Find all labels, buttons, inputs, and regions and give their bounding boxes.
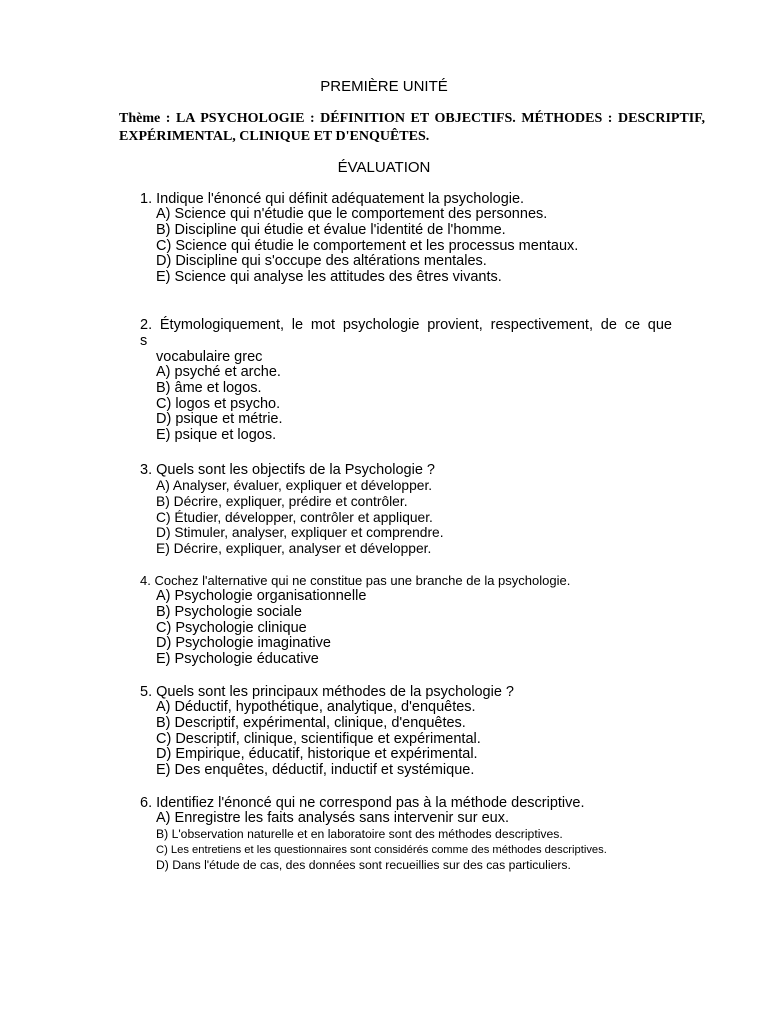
option-c: C) logos et psycho. <box>156 395 281 412</box>
option-c: C) Psychologie clinique <box>156 619 307 636</box>
question-text: 1. Indique l'énoncé qui définit adéquatement la psychologie. <box>140 191 525 207</box>
question-text: 4. Cochez l'alternative qui ne constitue pas une branche de la psychologie. <box>140 573 571 588</box>
question-text: 6. Identifiez l'énoncé qui ne correspond pas à la méthode descriptive. <box>140 795 585 811</box>
option-c: C) Descriptif, clinique, scientifique et expérimental. <box>156 730 481 747</box>
question-text: 5. Quels sont les principaux méthodes de la psychologie ? <box>140 684 514 700</box>
option-b: B) Psychologie sociale <box>156 603 302 620</box>
question-2 <box>140 317 675 444</box>
option-a: A) Analyser, évaluer, expliquer et développer. <box>156 478 433 493</box>
option-a: A) Enregistre les faits analysés sans intervenir sur eux. <box>156 810 509 826</box>
question-text: 2. Étymologiquement, le mot psychologie provient, respectivement, de ce que <box>140 317 672 333</box>
option-a: A) psyché et arche. <box>156 364 281 380</box>
question-3 <box>140 462 675 557</box>
question-4 <box>140 573 675 668</box>
option-c: C) Étudier, développer, contrôler et appliquer. <box>156 509 433 525</box>
option-e: E) psique et logos. <box>156 427 277 444</box>
option-b: B) Décrire, expliquer, prédire et contrôler. <box>156 493 408 509</box>
question-text: 3. Quels sont les objectifs de la Psychologie ? <box>140 462 435 478</box>
option-d: D) psique et métrie. <box>156 411 283 428</box>
option-c: C) Les entretiens et les questionnaires sont considérés comme des méthodes descriptives. <box>156 843 607 856</box>
option-d: D) Stimuler, analyser, expliquer et comprendre. <box>156 525 444 541</box>
option-e: E) Science qui analyse les attitudes des êtres vivants. <box>156 269 502 286</box>
option-d: D) Empirique, éducatif, historique et expérimental. <box>156 746 478 763</box>
option-b: B) L'observation naturelle et en laboratoire sont des méthodes descriptives. <box>156 826 563 841</box>
option-d: D) Psychologie imaginative <box>156 635 331 652</box>
option-c: C) Science qui étudie le comportement et les processus mentaux. <box>156 237 579 254</box>
option-d: D) Discipline qui s'occupe des altérations mentales. <box>156 253 487 270</box>
question-1 <box>140 191 675 286</box>
theme-heading: Thème : LA PSYCHOLOGIE : DÉFINITION ET OBJECTIFS. MÉTHODES : DESCRIPTIF, EXPÉRIMENTAL, CLINIQUE ET D'ENQUÊTES. <box>119 111 705 144</box>
option-e: E) Psychologie éducative <box>156 651 319 668</box>
unit-title: PREMIÈRE UNITÉ <box>320 78 448 95</box>
option-b: B) Descriptif, expérimental, clinique, d'enquêtes. <box>156 714 466 731</box>
option-e: E) Des enquêtes, déductif, inductif et systémique. <box>156 762 475 779</box>
option-a: A) Science qui n'étudie que le comportement des personnes. <box>156 206 548 222</box>
option-a: A) Psychologie organisationnelle <box>156 588 367 604</box>
option-b: B) âme et logos. <box>156 379 262 396</box>
option-e: E) Décrire, expliquer, analyser et développer. <box>156 541 432 557</box>
question-text-wrap: s <box>140 333 148 349</box>
evaluation-title: ÉVALUATION <box>337 159 431 176</box>
question-5 <box>140 684 675 779</box>
option-a: A) Déductif, hypothétique, analytique, d'enquêtes. <box>156 699 476 715</box>
option-d: D) Dans l'étude de cas, des données sont recueillies sur des cas particuliers. <box>156 858 571 873</box>
question-6 <box>140 795 675 874</box>
question-text-continuation: vocabulaire grec <box>156 349 263 365</box>
option-b: B) Discipline qui étudie et évalue l'identité de l'homme. <box>156 221 506 238</box>
